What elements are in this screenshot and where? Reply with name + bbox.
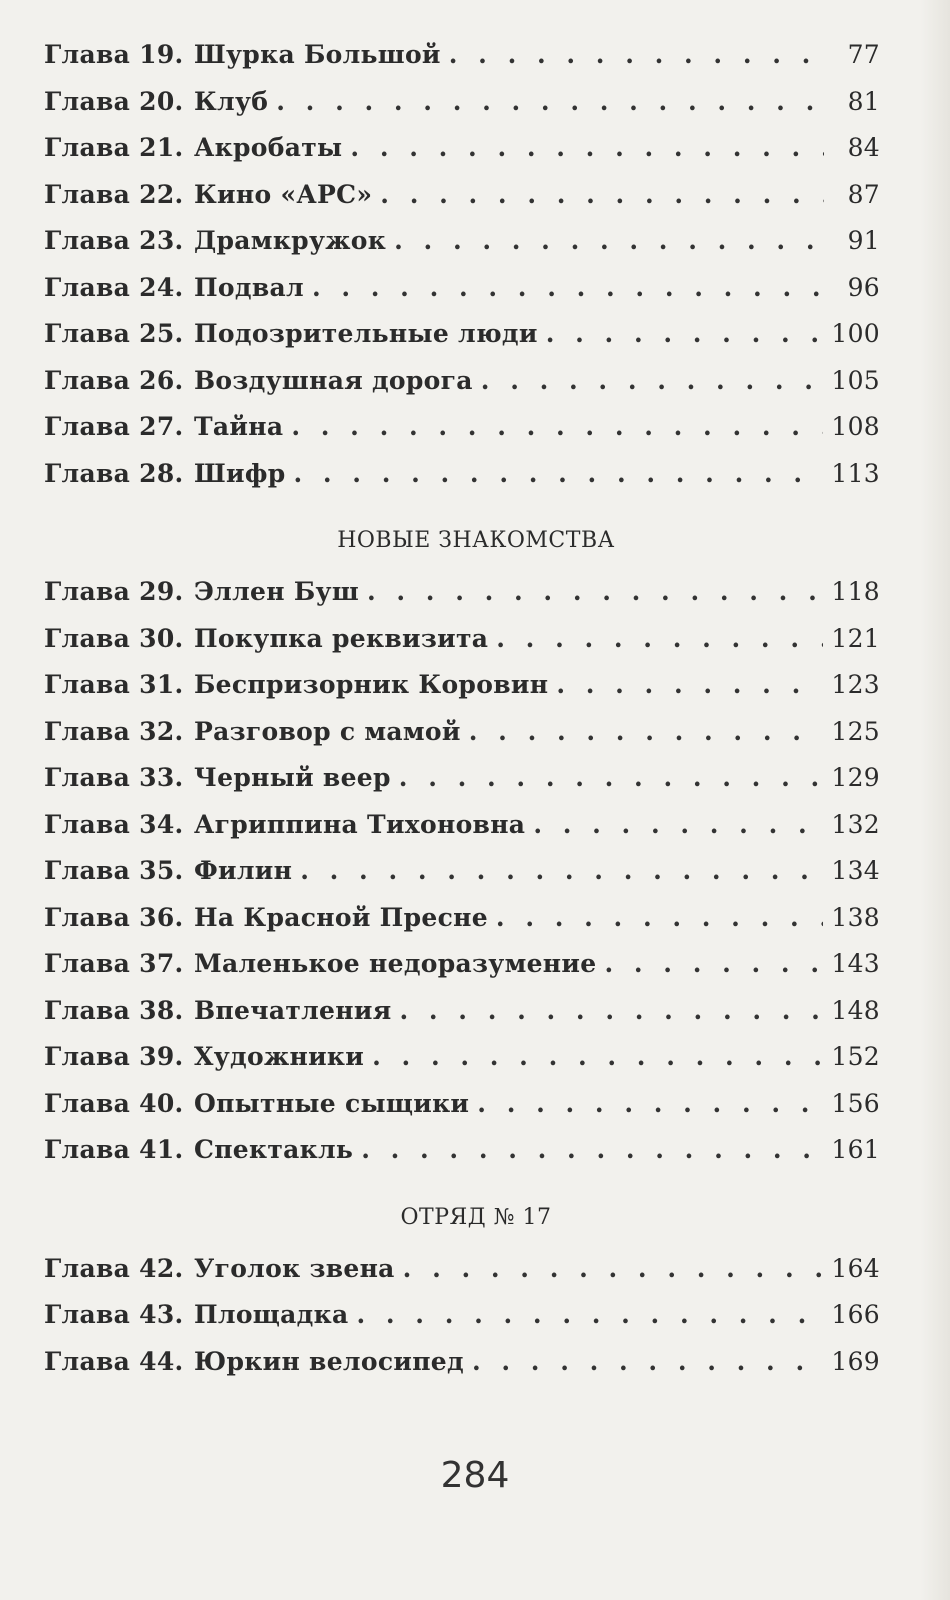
chapter-number: Глава 31.: [44, 670, 184, 699]
chapter-number: Глава 25.: [44, 319, 184, 348]
toc-entry: [44, 226, 880, 273]
dot-leader: [533, 810, 823, 839]
chapter-number: Глава 43.: [44, 1300, 184, 1329]
chapter-title: Беспризорник Коровин: [194, 670, 549, 699]
chapter-number: Глава 24.: [44, 272, 184, 302]
toc-entry: [44, 903, 880, 950]
chapter-page: 143: [831, 949, 880, 978]
chapter-title: Клуб: [194, 86, 269, 116]
dot-leader: [394, 226, 824, 255]
chapter-page: 87: [847, 179, 880, 209]
chapter-page: 161: [831, 1135, 880, 1164]
toc-entry: [44, 412, 880, 459]
chapter-title: Покупка реквизита: [194, 623, 489, 653]
chapter-page: 121: [831, 623, 880, 653]
chapter-page: 108: [831, 412, 880, 441]
chapter-title: Подозрительные люди: [194, 319, 538, 348]
toc-entry: [44, 1347, 880, 1394]
chapter-title: Разговор с мамой: [194, 716, 461, 746]
page-edge-shadow: [920, 0, 950, 1600]
chapter-number: Глава 37.: [44, 949, 184, 978]
chapter-page: 118: [831, 577, 880, 606]
chapter-title: Спектакль: [194, 1135, 354, 1164]
dot-leader: [449, 40, 824, 69]
toc-entry: [44, 180, 880, 227]
chapter-number: Глава 32.: [44, 716, 184, 746]
chapter-page: 169: [831, 1346, 880, 1376]
chapter-title: Шурка Большой: [194, 40, 441, 69]
chapter-page: 148: [831, 995, 880, 1025]
section-heading: ОТРЯД № 17: [400, 1204, 552, 1230]
dot-leader: [472, 1347, 823, 1376]
toc-entry: [44, 763, 880, 810]
toc-entry: [44, 40, 880, 87]
dot-leader: [604, 949, 823, 978]
chapter-title: Маленькое недоразумение: [194, 949, 597, 978]
chapter-title: Тайна: [194, 412, 284, 441]
chapter-title: Подвал: [194, 272, 304, 302]
chapter-title: Уголок звена: [194, 1253, 395, 1283]
section-heading: НОВЫЕ ЗНАКОМСТВА: [337, 528, 615, 553]
toc-section: [44, 1182, 880, 1394]
chapter-number: Глава 26.: [44, 365, 184, 395]
toc-entry: [44, 810, 880, 857]
chapter-title: Площадка: [194, 1300, 349, 1329]
chapter-title: Акробаты: [194, 133, 343, 162]
chapter-number: Глава 36.: [44, 902, 184, 932]
chapter-page: 123: [831, 670, 880, 699]
toc-section: [44, 505, 880, 1182]
dot-leader: [350, 133, 824, 162]
chapter-number: Глава 38.: [44, 995, 184, 1025]
chapter-page: 138: [831, 902, 880, 932]
chapter-page: 129: [831, 763, 880, 792]
toc-entry: [44, 366, 880, 413]
chapter-number: Глава 21.: [44, 133, 184, 162]
dot-leader: [546, 319, 824, 348]
chapter-page: 152: [831, 1042, 880, 1071]
chapter-page: 125: [831, 716, 880, 746]
chapter-title: Художники: [194, 1042, 365, 1071]
chapter-page: 77: [847, 40, 880, 69]
chapter-title: Впечатления: [194, 995, 392, 1025]
chapter-number: Глава 23.: [44, 226, 184, 255]
toc-entry: [44, 319, 880, 366]
chapter-number: Глава 42.: [44, 1253, 184, 1283]
dot-leader: [403, 1254, 824, 1283]
chapter-page: 113: [831, 458, 880, 488]
chapter-number: Глава 20.: [44, 86, 184, 116]
chapter-title: Эллен Буш: [194, 577, 359, 606]
dot-leader: [399, 763, 824, 792]
chapter-number: Глава 19.: [44, 40, 184, 69]
dot-leader: [291, 412, 823, 441]
page-number: 284: [440, 1455, 510, 1496]
chapter-page: 96: [847, 272, 880, 302]
dot-leader: [367, 577, 823, 606]
chapter-title: Воздушная дорога: [194, 365, 473, 395]
toc-entry: [44, 1089, 880, 1136]
dot-leader: [300, 856, 823, 885]
chapter-number: Глава 29.: [44, 577, 184, 606]
chapter-page: 84: [847, 133, 880, 162]
chapter-page: 105: [831, 365, 880, 395]
toc-entry: [44, 87, 880, 134]
chapter-number: Глава 27.: [44, 412, 184, 441]
toc-entry: [44, 670, 880, 717]
chapter-title: Юркин велосипед: [194, 1346, 464, 1376]
dot-leader: [380, 180, 824, 209]
chapter-number: Глава 40.: [44, 1088, 184, 1118]
toc-entry: [44, 949, 880, 996]
chapter-title: Опытные сыщики: [194, 1088, 470, 1118]
toc-entry: [44, 273, 880, 320]
chapter-number: Глава 33.: [44, 763, 184, 792]
chapter-title: Черный веер: [194, 763, 391, 792]
dot-leader: [312, 273, 824, 302]
dot-leader: [293, 459, 823, 488]
dot-leader: [361, 1135, 823, 1164]
dot-leader: [469, 717, 824, 746]
chapter-page: 91: [847, 226, 880, 255]
toc-entry: [44, 1135, 880, 1182]
dot-leader: [481, 366, 824, 395]
chapter-number: Глава 22.: [44, 179, 184, 209]
toc-entry: [44, 1042, 880, 1089]
dot-leader: [477, 1089, 823, 1118]
chapter-title: Филин: [194, 856, 293, 885]
dot-leader: [399, 996, 823, 1025]
toc-section: [44, 40, 880, 505]
chapter-number: Глава 28.: [44, 458, 184, 488]
dot-leader: [496, 903, 823, 932]
toc-entry: [44, 717, 880, 764]
chapter-title: Агриппина Тихоновна: [194, 809, 526, 839]
chapter-page: 134: [831, 856, 880, 885]
chapter-page: 156: [831, 1088, 880, 1118]
chapter-page: 132: [831, 809, 880, 839]
toc-entry: [44, 624, 880, 671]
dot-leader: [556, 670, 823, 699]
dot-leader: [356, 1300, 823, 1329]
toc-entry: [44, 1300, 880, 1347]
chapter-title: На Красной Пресне: [194, 902, 488, 932]
chapter-page: 81: [847, 86, 880, 116]
toc-entry: [44, 1254, 880, 1301]
toc-entry: [44, 996, 880, 1043]
chapter-page: 164: [831, 1253, 880, 1283]
chapter-page: 166: [831, 1300, 880, 1329]
chapter-number: Глава 30.: [44, 623, 184, 653]
chapter-number: Глава 39.: [44, 1042, 184, 1071]
toc-entry: [44, 459, 880, 506]
toc-entry: [44, 856, 880, 903]
table-of-contents: [44, 40, 880, 1393]
chapter-number: Глава 34.: [44, 809, 184, 839]
dot-leader: [276, 87, 824, 116]
toc-entry: [44, 133, 880, 180]
toc-entry: [44, 577, 880, 624]
chapter-title: Шифр: [194, 458, 286, 488]
chapter-title: Драмкружок: [194, 226, 387, 255]
chapter-number: Глава 35.: [44, 856, 184, 885]
dot-leader: [372, 1042, 823, 1071]
dot-leader: [496, 624, 823, 653]
chapter-page: 100: [831, 319, 880, 348]
chapter-title: Кино «АРС»: [194, 179, 373, 209]
chapter-number: Глава 44.: [44, 1346, 184, 1376]
chapter-number: Глава 41.: [44, 1135, 184, 1164]
